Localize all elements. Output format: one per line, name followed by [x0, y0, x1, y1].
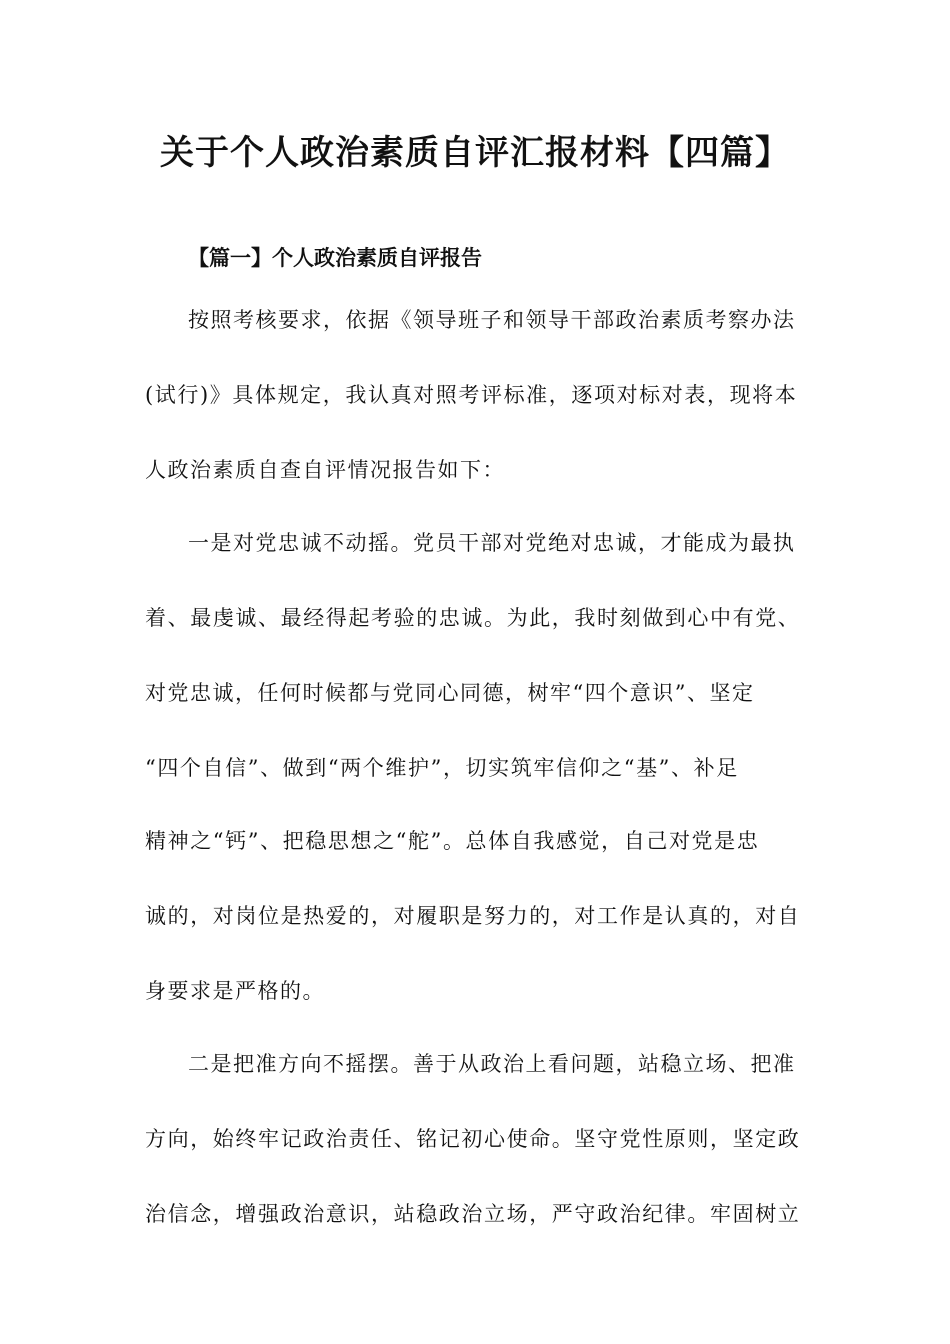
- paragraph-line: 精神之“钙”、把稳思想之“舵”。总体自我感觉，自己对党是忠: [145, 829, 760, 853]
- paragraph-line: 二是把准方向不摇摆。善于从政治上看问题，站稳立场、把准: [188, 1052, 796, 1076]
- paragraph-line: 诚的，对岗位是热爱的，对履职是努力的，对工作是认真的，对自: [145, 904, 801, 928]
- paragraph-line: (试行)》具体规定，我认真对照考评标准，逐项对标对表，现将本: [145, 383, 798, 407]
- paragraph-line: 一是对党忠诚不动摇。党员干部对党绝对忠诚，才能成为最执: [188, 531, 796, 555]
- paragraph-line: 方向，始终牢记政治责任、铭记初心使命。坚守党性原则，坚定政: [145, 1127, 801, 1151]
- paragraph-line: 着、最虔诚、最经得起考验的忠诚。为此，我时刻做到心中有党、: [145, 606, 801, 630]
- paragraph-line: “四个自信”、做到“两个维护”，切实筑牢信仰之“基”、补足: [145, 756, 739, 780]
- document-title: 关于个人政治素质自评汇报材料【四篇】: [160, 133, 790, 173]
- paragraph-line: 对党忠诚，任何时候都与党同心同德，树牢“四个意识”、坚定: [145, 681, 755, 705]
- section-heading: 【篇一】个人政治素质自评报告: [188, 246, 482, 270]
- paragraph-line: 治信念，增强政治意识，站稳政治立场，严守政治纪律。牢固树立: [145, 1202, 801, 1226]
- paragraph-line: 身要求是严格的。: [145, 979, 325, 1003]
- paragraph-line: 按照考核要求，依据《领导班子和领导干部政治素质考察办法: [188, 308, 796, 332]
- paragraph-line: 人政治素质自查自评情况报告如下：: [145, 458, 505, 482]
